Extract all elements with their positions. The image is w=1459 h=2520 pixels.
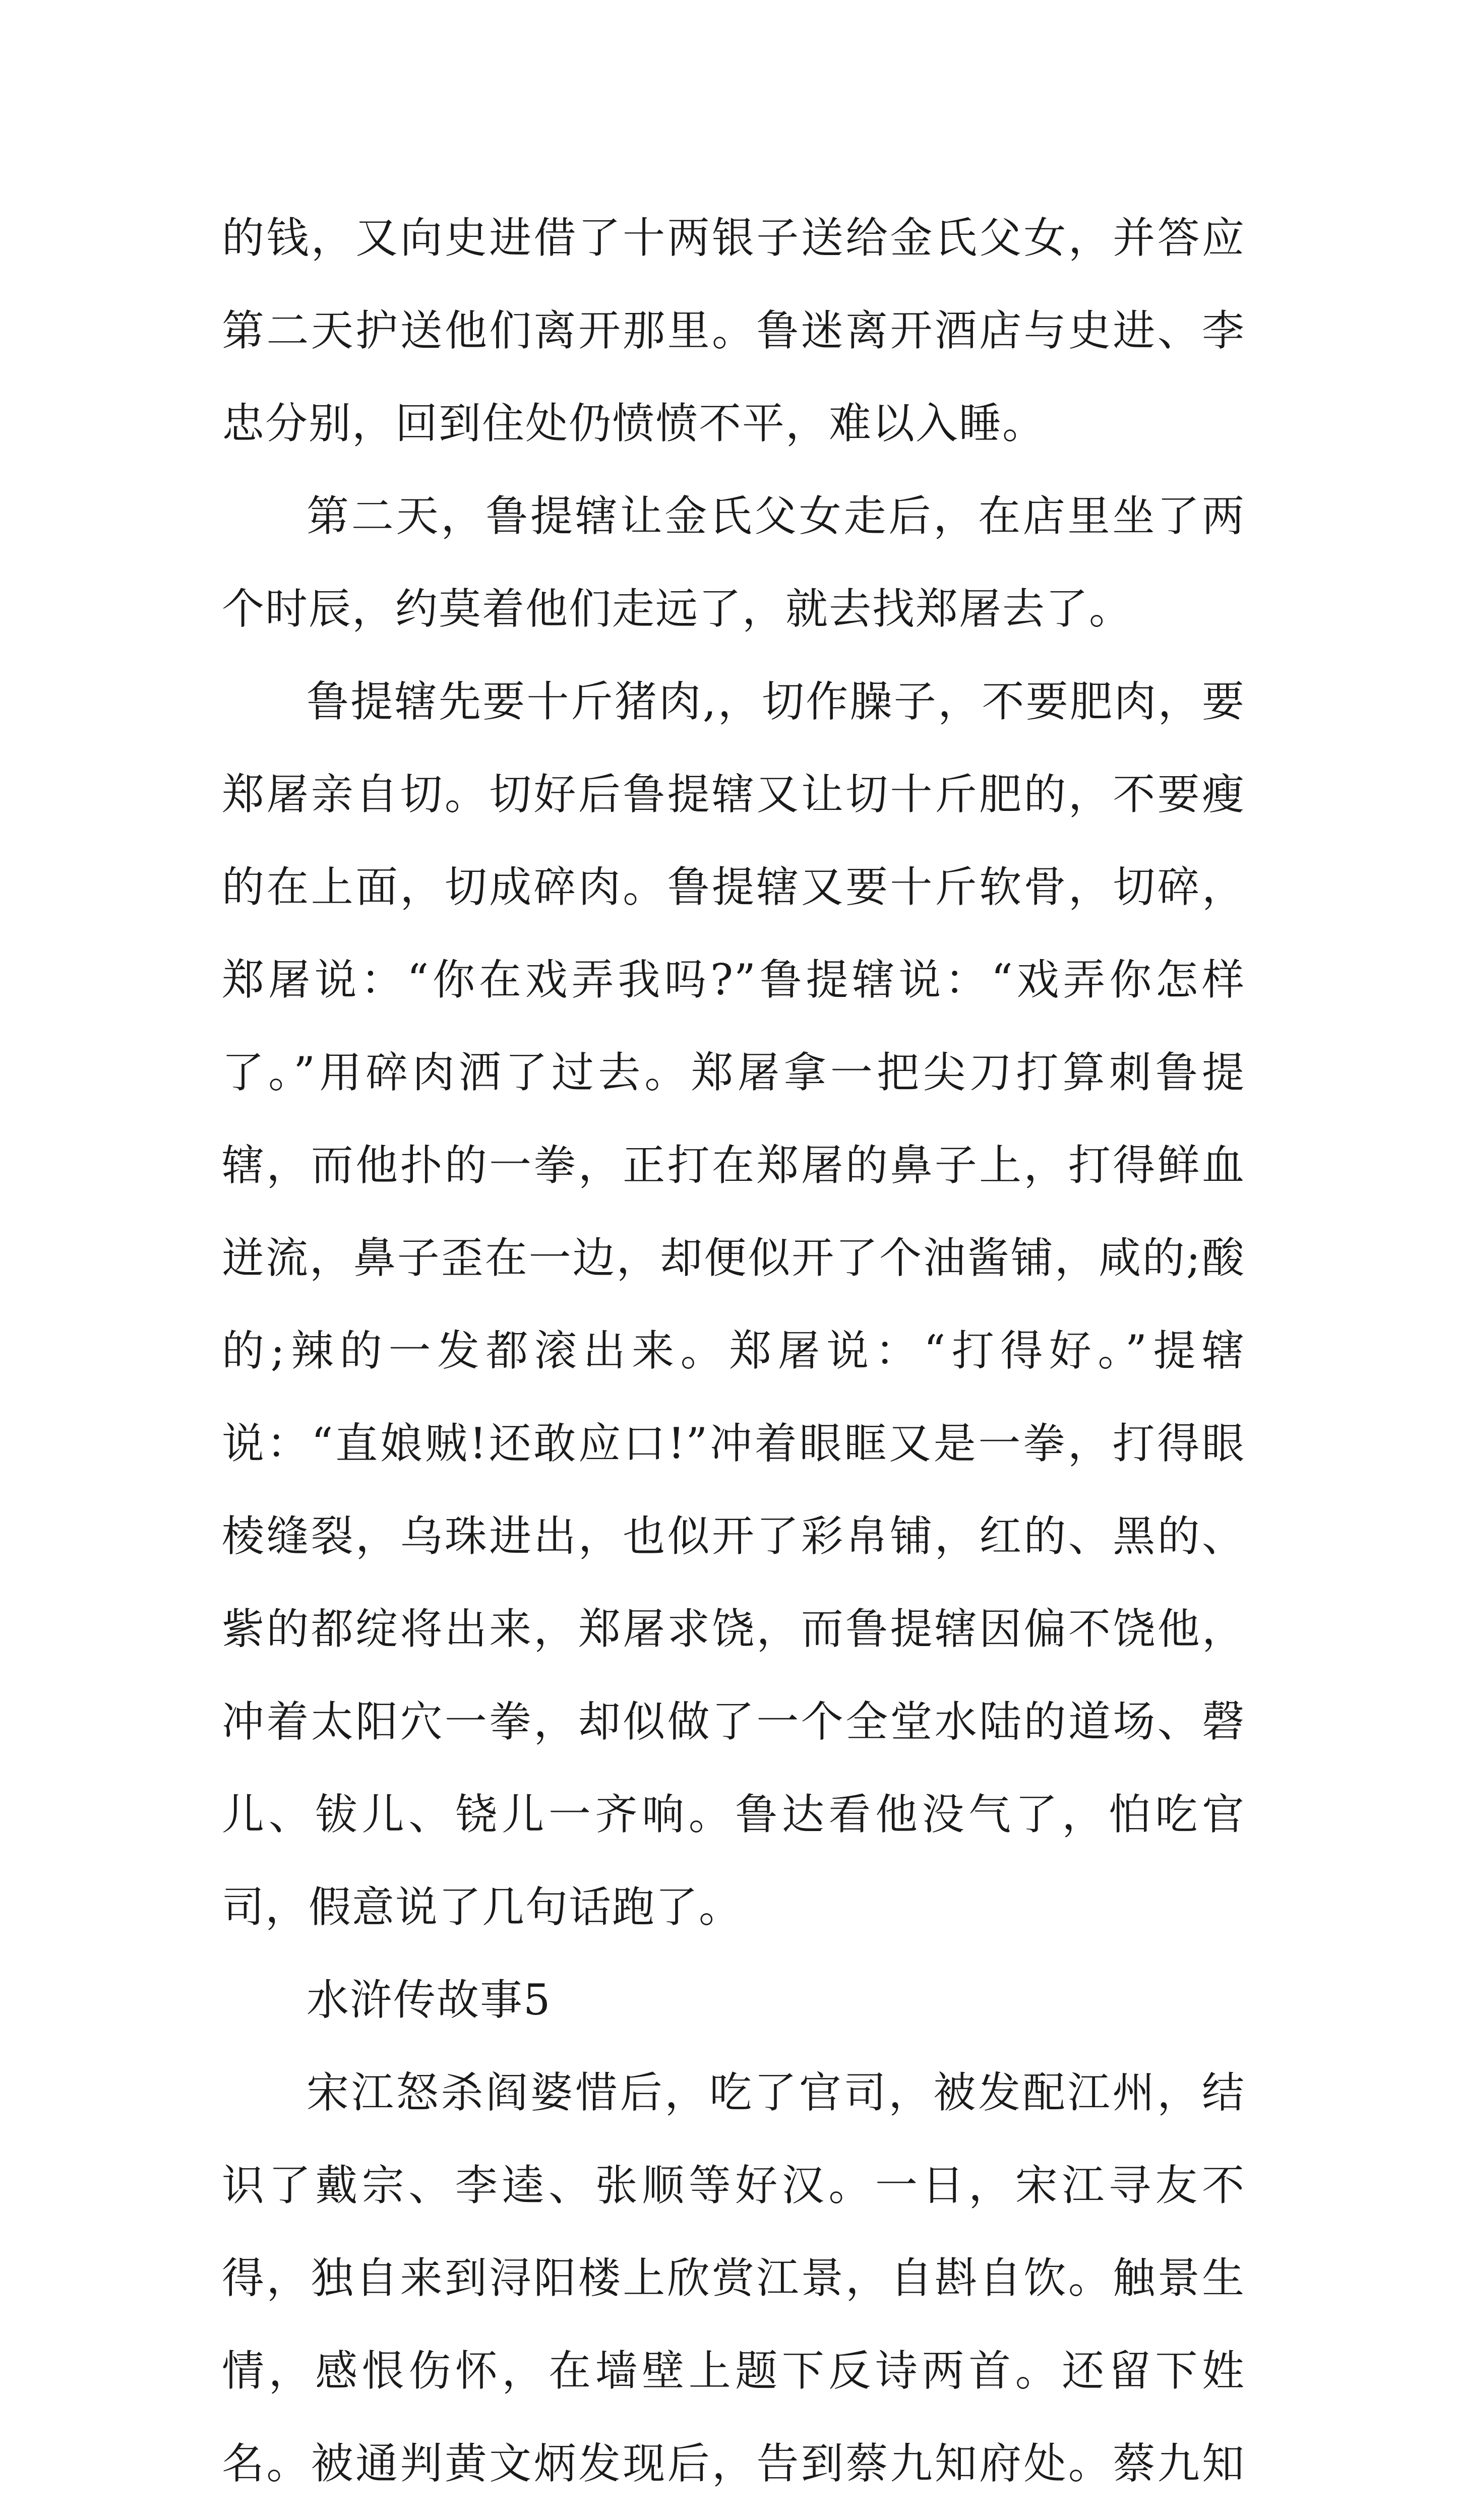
paragraph-2: 第二天，鲁提辖让金氏父女走后，在店里坐了两个时辰，约莫着他们走远了，就去找郑屠去了。 [222, 491, 1245, 634]
document-page [222, 192, 1245, 2520]
paragraph-4: 宋江怒杀阎婆惜后，吃了官司，被发配江州，结识了戴宗、李逵、张顺等好汉。一日，宋江寻友不得，独自来到浔阳楼上欣赏江景，自斟自饮。触景生情，感恨伤怀，在墙壁上题下反诗两首。还留下姓名。被通判黄文炳发现后，告到蔡九知府处。蔡九知 [222, 2068, 1245, 2488]
paragraph-3: 鲁提辖先要十斤猪肉,，切作臊子，不要肥肉，要郑屠亲自切。切好后鲁提辖又让切十斤肥的，不要瘦的在上面，切成碎肉。鲁提辖又要十斤软骨，切碎，郑屠说：“你在戏弄我吗?”鲁提辖说：“戏弄你怎样了。”用碎肉洒了过去。郑屠拿一把尖刀打算刺鲁提辖，而他扑的一拳，正打在郑屠的鼻子上，打得鲜血迸流，鼻子歪在一边，却便似开了个油酱铺，咸的;酸的;辣的一发都滚出来。郑屠说：“打得好。”提辖说：“直娘贼!还敢应口!”冲着眼眶又是一拳，打得眼棱缝裂，乌珠进出，也似开了彩帛铺，红的、黑的、紫的都绽将出来，郑屠求饶，而鲁提辖因偏不饶他，冲着太阳穴一拳，却似做了一个全堂水陆的道场、磬儿、钹儿、铙儿一齐响。鲁达看他没气了，怕吃官司，假意说了几句话跑了。 [222, 677, 1245, 1932]
section-heading: 水浒传故事5 [307, 1975, 552, 2025]
paragraph-1: 的钱，又向史进借了十两银子送给金氏父女，并答应第二天护送他们离开那里。鲁迷离开酒店与史进、李忠分别，回到住处仍愤愤不平，难以入睡。 [222, 213, 1245, 448]
